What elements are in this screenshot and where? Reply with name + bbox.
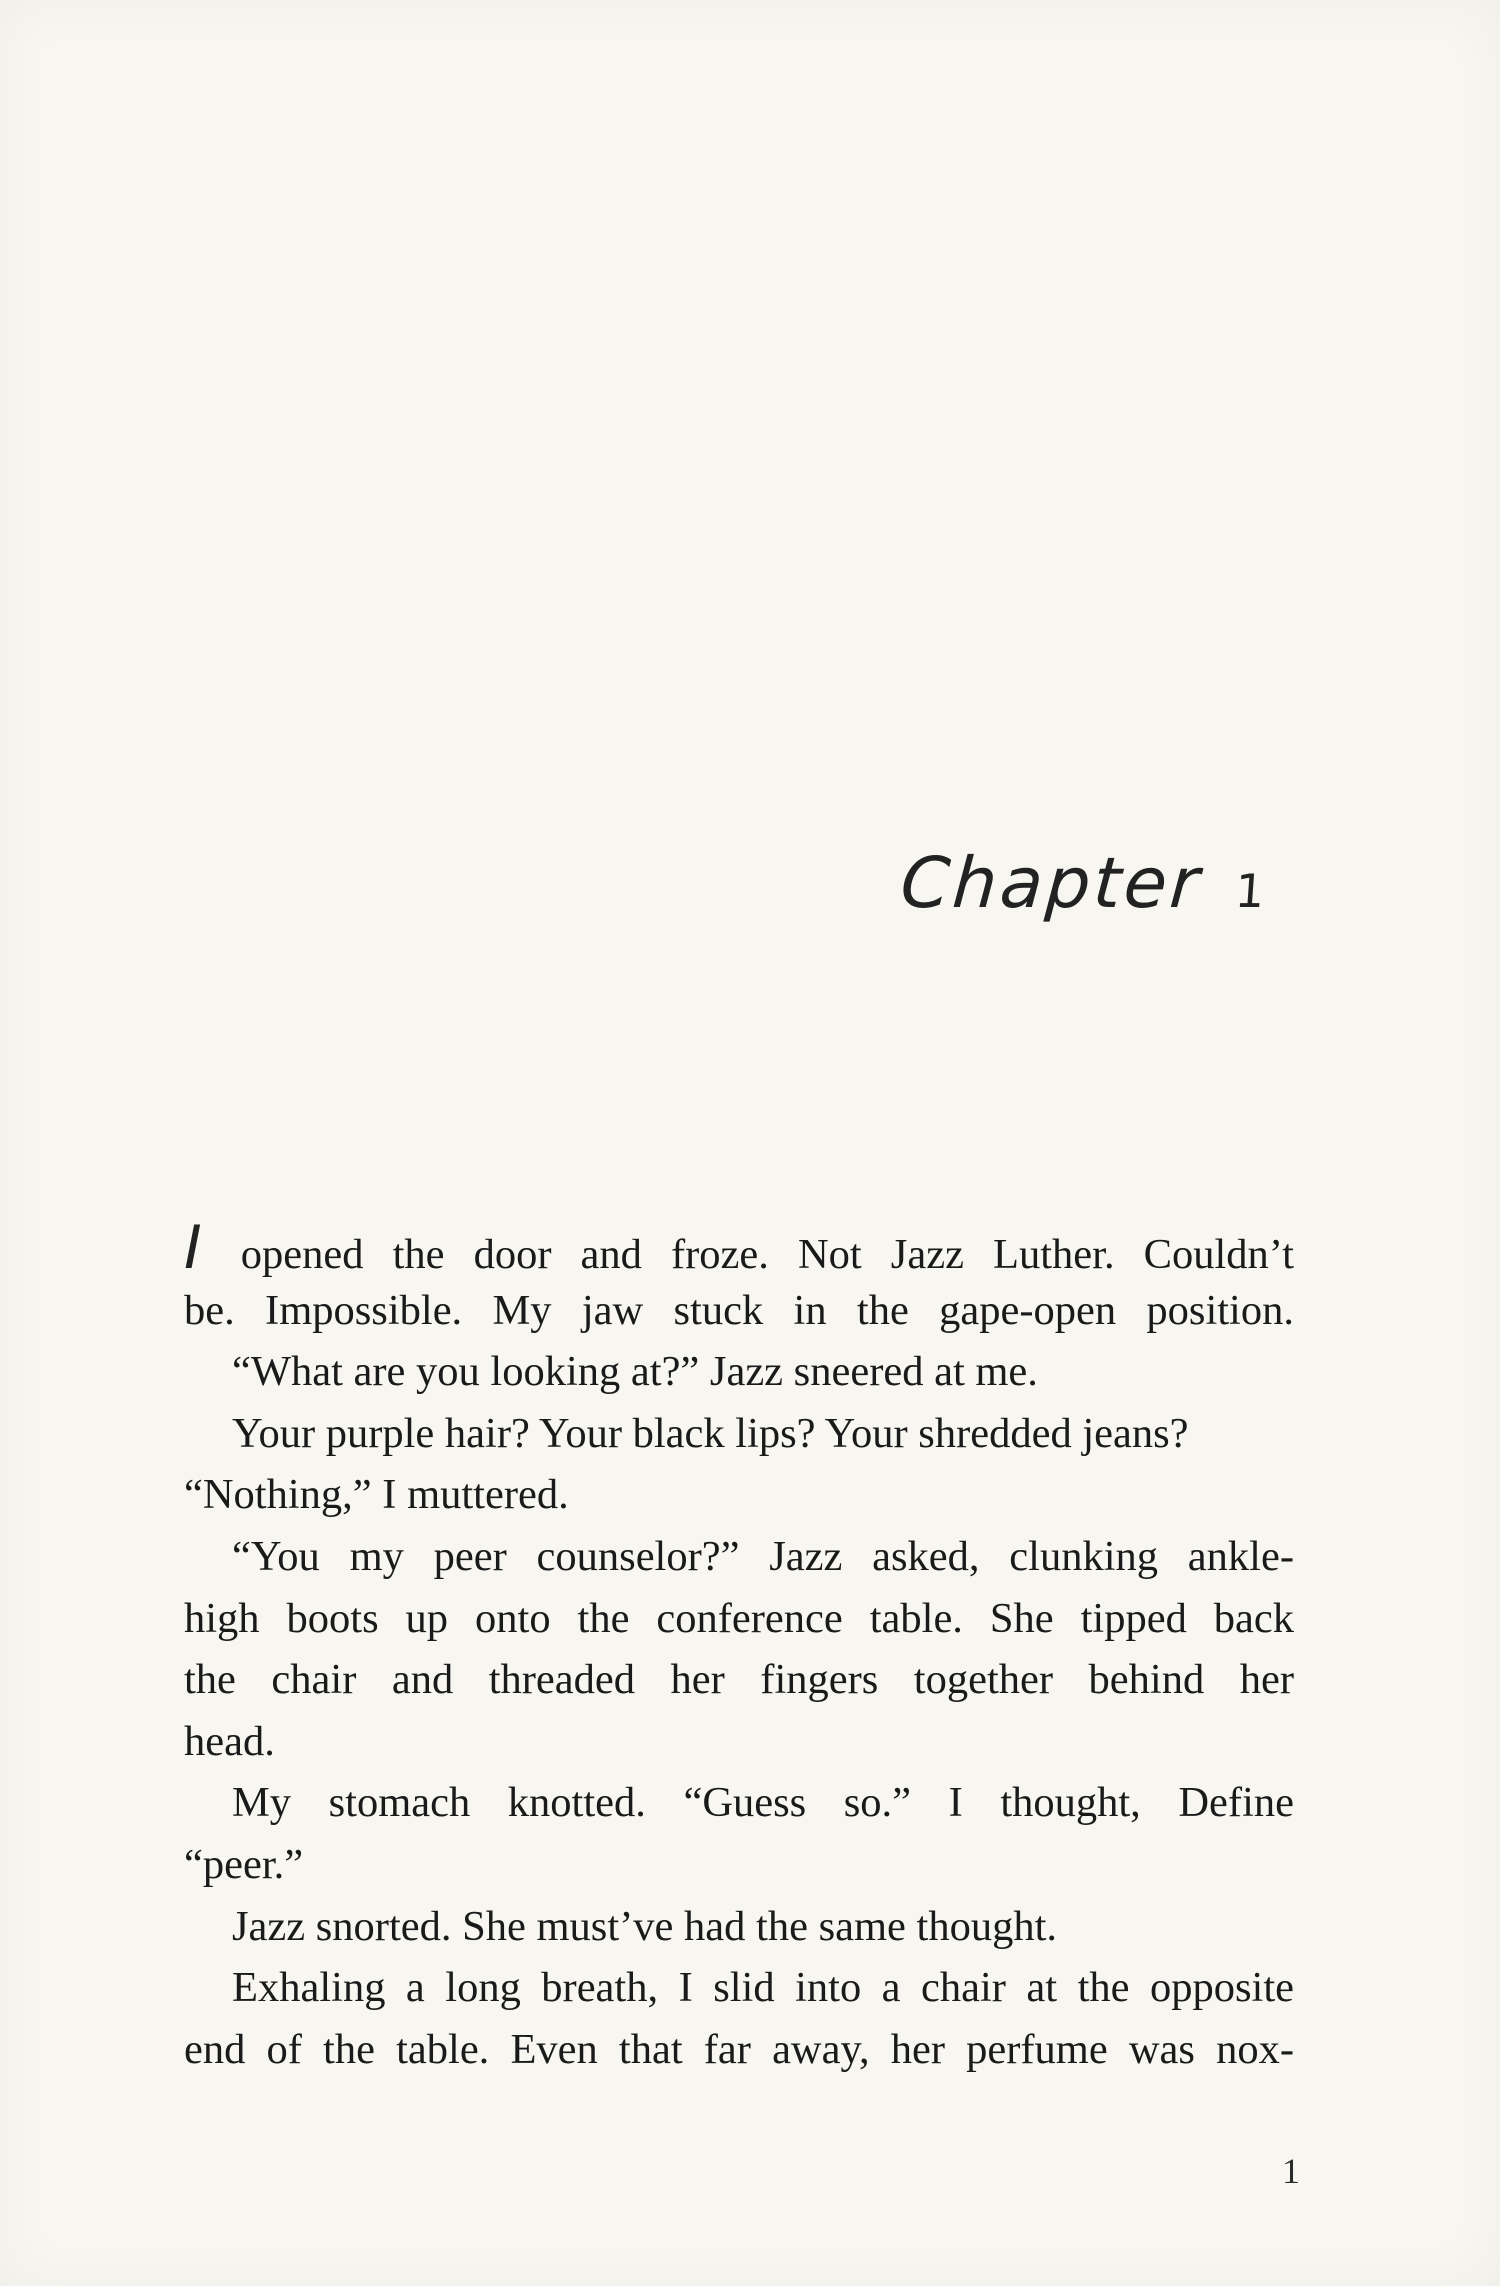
text-line: end of the table. Even that far away, her perfume was nox- <box>184 2025 1294 2073</box>
chapter-body-text <box>184 1218 1294 2080</box>
text-line: “Nothing,” I muttered. <box>184 1471 569 1519</box>
text-line: high boots up onto the conference table. She tipped back <box>184 1594 1294 1642</box>
text-line: Exhaling a long breath, I slid into a chair at the opposite <box>232 1964 1294 2012</box>
page-number: 1 <box>1282 2151 1300 2191</box>
text-line: “What are you looking at?” Jazz sneered at me. <box>232 1348 1038 1396</box>
text-line: head. <box>184 1717 275 1765</box>
drop-cap: I <box>184 1218 202 1280</box>
text-line: “You my peer counselor?” Jazz asked, clunking ankle- <box>232 1532 1294 1580</box>
chapter-heading-number: 1 <box>1233 864 1270 918</box>
text-line: the chair and threaded her fingers together behind her <box>184 1656 1294 1704</box>
text-line <box>184 1218 1294 1280</box>
text-line: Your purple hair? Your black lips? Your shredded jeans? <box>232 1409 1189 1457</box>
chapter-heading <box>896 842 1324 952</box>
text-line: “peer.” <box>184 1840 304 1888</box>
text-line: Jazz snorted. She must’ve had the same thought. <box>232 1902 1058 1950</box>
text-line-content: opened the door and froze. Not Jazz Luther. Couldn’t <box>211 1231 1294 1278</box>
text-line: My stomach knotted. “Guess so.” I thought, Define <box>232 1779 1294 1827</box>
chapter-heading-word: Chapter <box>898 842 1205 924</box>
text-line: be. Impossible. My jaw stuck in the gape-open position. <box>184 1286 1294 1334</box>
